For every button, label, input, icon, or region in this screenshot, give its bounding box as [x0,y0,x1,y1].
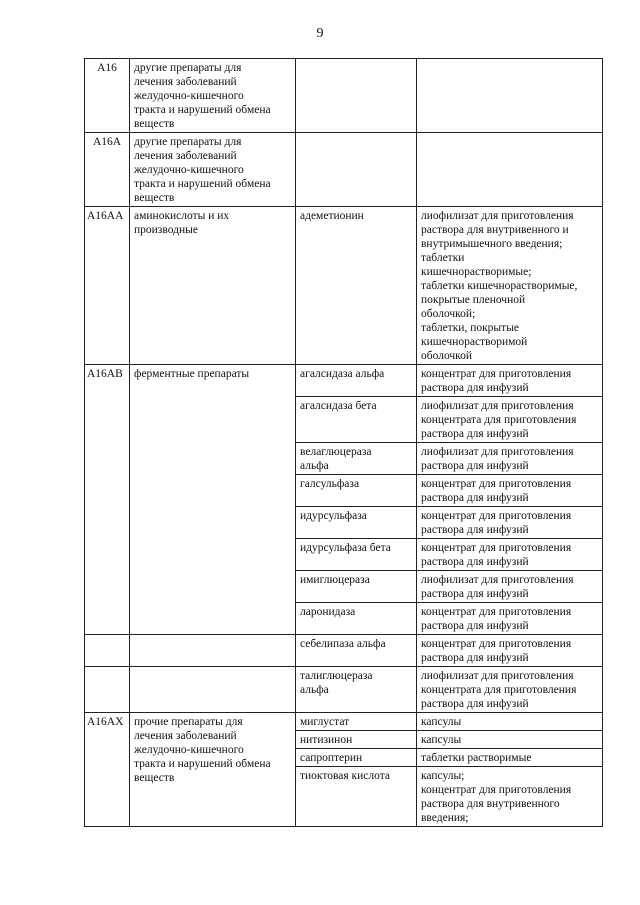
dosage-form: концентрат для приготовления раствора для инфузий [417,635,603,667]
dosage-form: капсулы [417,731,603,749]
table-row [85,59,603,133]
atc-code: A16AX [85,713,130,827]
drug-name: идурсульфаза [296,507,417,539]
atc-code [85,635,130,667]
group-name: аминокислоты и их производные [130,207,296,365]
drug-name: нитизинон [296,731,417,749]
dosage-form: лиофилизат для приготовления раствора для инфузий [417,571,603,603]
drug-name: миглустат [296,713,417,731]
group-name: прочие препараты для лечения заболеваний желудочно-кишечного тракта и нарушений обмена веществ [130,713,296,827]
drug-name: галсульфаза [296,475,417,507]
group-name: ферментные препараты [130,365,296,635]
dosage-form: лиофилизат для приготовления раствора для внутривенного и внутримышечного введения; таблетки кишечнорастворимые; таблетки кишечнорастворимые, покрытые пленочной оболочкой; таблетки, покрытые кишечнорастворимой оболочкой [417,207,603,365]
dosage-form: капсулы [417,713,603,731]
drug-name: агалсидаза бета [296,397,417,443]
dosage-form: концентрат для приготовления раствора для инфузий [417,603,603,635]
drug-name: талиглюцераза альфа [296,667,417,713]
group-name: другие препараты для лечения заболеваний желудочно-кишечного тракта и нарушений обмена веществ [130,59,296,133]
table-row [85,365,603,397]
table-row [85,635,603,667]
drug-name: себелипаза альфа [296,635,417,667]
dosage-form: концентрат для приготовления раствора для инфузий [417,507,603,539]
dosage-form: капсулы; концентрат для приготовления раствора для внутривенного введения; [417,767,603,827]
table-row [85,713,603,731]
atc-code: A16AB [85,365,130,635]
dosage-form [417,59,603,133]
drug-name: велаглюцераза альфа [296,443,417,475]
dosage-form: лиофилизат для приготовления концентрата для приготовления раствора для инфузий [417,397,603,443]
page-number: 9 [316,26,324,41]
atc-code: A16AA [85,207,130,365]
dosage-form: лиофилизат для приготовления концентрата для приготовления раствора для инфузий [417,667,603,713]
drug-name [296,133,417,207]
table-row [85,207,603,365]
dosage-form: концентрат для приготовления раствора для инфузий [417,539,603,571]
atc-code: A16 [85,59,130,133]
table-row [85,133,603,207]
drug-name [296,59,417,133]
group-name [130,667,296,713]
group-name [130,635,296,667]
drug-name: идурсульфаза бета [296,539,417,571]
dosage-form: концентрат для приготовления раствора для инфузий [417,475,603,507]
dosage-form: концентрат для приготовления раствора для инфузий [417,365,603,397]
drug-name: агалсидаза альфа [296,365,417,397]
dosage-form: лиофилизат для приготовления раствора для инфузий [417,443,603,475]
drug-name: сапроптерин [296,749,417,767]
drug-name: имиглюцераза [296,571,417,603]
group-name: другие препараты для лечения заболеваний желудочно-кишечного тракта и нарушений обмена веществ [130,133,296,207]
drug-name: тиоктовая кислота [296,767,417,827]
drug-name: адеметионин [296,207,417,365]
table-row [85,667,603,713]
atc-code [85,667,130,713]
dosage-form: таблетки растворимые [417,749,603,767]
drug-name: ларонидаза [296,603,417,635]
drug-classification-table [84,58,603,827]
atc-code: A16A [85,133,130,207]
dosage-form [417,133,603,207]
